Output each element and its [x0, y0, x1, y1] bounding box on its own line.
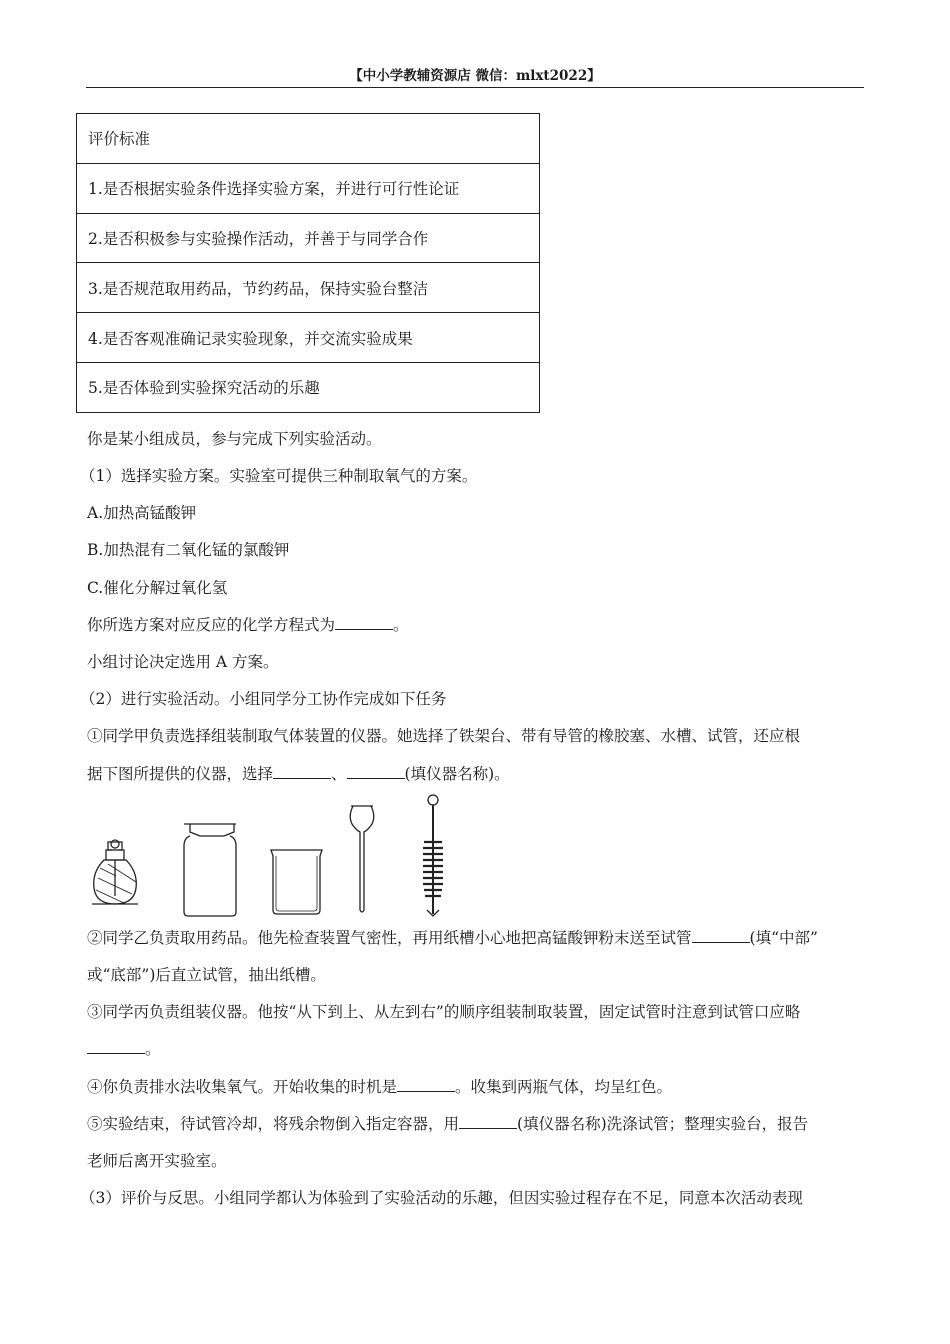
option-b: B.加热混有二氧化锰的氯酸钾 — [87, 541, 290, 559]
answer-blank[interactable] — [397, 1076, 455, 1093]
question-3: （3）评价与反思。小组同学都认为体验到了实验活动的乐趣，但因实验过程存在不足，同意本次活动表现 — [80, 1189, 803, 1207]
answer-blank[interactable] — [87, 1038, 145, 1055]
alcohol-lamp-icon — [92, 840, 138, 904]
criteria-row: 4.是否客观准确记录实验现象，并交流实验成果 — [77, 313, 540, 363]
header-rule — [86, 87, 864, 88]
answer-blank[interactable] — [273, 763, 331, 780]
step-2-line-2: 或“底部”)后直立试管，抽出纸槽。 — [87, 966, 326, 984]
criteria-row: 2.是否积极参与实验操作活动，并善于与同学合作 — [77, 213, 540, 263]
criteria-row: 1.是否根据实验条件选择实验方案，并进行可行性论证 — [77, 163, 540, 213]
step-3-line-2: 。 — [87, 1037, 161, 1059]
criteria-header: 评价标准 — [77, 114, 540, 164]
criteria-table — [76, 113, 540, 413]
test-tube-brush-icon — [423, 795, 443, 916]
step-1-line-2: 据下图所提供的仪器，选择 、 (填仪器名称)。 — [87, 762, 510, 784]
apparatus-figure — [86, 792, 466, 920]
step-5-line-1: ⑤实验结束，待试管冷却，将残余物倒入指定容器，用 (填仪器名称)洗涤试管；整理实验台，报告 — [87, 1112, 808, 1134]
criteria-row: 5.是否体验到实验探究活动的乐趣 — [77, 362, 540, 412]
criteria-row: 3.是否规范取用药品，节约药品，保持实验台整洁 — [77, 263, 540, 313]
option-c: C.催化分解过氧化氢 — [87, 579, 228, 597]
decision-text: 小组讨论决定选用 A 方案。 — [87, 653, 279, 671]
question-2: （2）进行实验活动。小组同学分工协作完成如下任务 — [80, 690, 447, 708]
step-2-line-1: ②同学乙负责取用药品。他先检查装置气密性，再用纸槽小心地把高锰酸钾粉末送至试管 (填“中部” — [87, 926, 818, 948]
intro-text: 你是某小组成员，参与完成下列实验活动。 — [87, 430, 382, 448]
step-5-line-2: 老师后离开实验室。 — [87, 1152, 227, 1170]
answer-blank[interactable] — [692, 927, 750, 944]
thistle-funnel-icon — [350, 806, 374, 912]
step-3-line-1: ③同学丙负责组装仪器。他按“从下到上、从左到右”的顺序组装制取装置，固定试管时注意到试管口应略 — [87, 1003, 801, 1021]
gas-jar-icon — [184, 824, 236, 916]
question-1: （1）选择实验方案。实验室可提供三种制取氧气的方案。 — [80, 467, 478, 485]
page-header: 【中小学教辅资源店 微信：mlxt2022】 — [349, 68, 601, 84]
answer-blank[interactable] — [347, 763, 405, 780]
equation-prompt: 你所选方案对应反应的化学方程式为 。 — [87, 613, 409, 635]
beaker-icon — [271, 850, 322, 914]
answer-blank[interactable] — [335, 614, 393, 631]
step-1-line-1: ①同学甲负责选择组装制取气体装置的仪器。她选择了铁架台、带有导管的橡胶塞、水槽、试管，还应根 — [87, 727, 801, 745]
step-4: ④你负责排水法收集氧气。开始收集的时机是 。收集到两瓶气体，均呈红色。 — [87, 1075, 672, 1097]
answer-blank[interactable] — [459, 1113, 517, 1130]
option-a: A.加热高锰酸钾 — [87, 504, 197, 522]
